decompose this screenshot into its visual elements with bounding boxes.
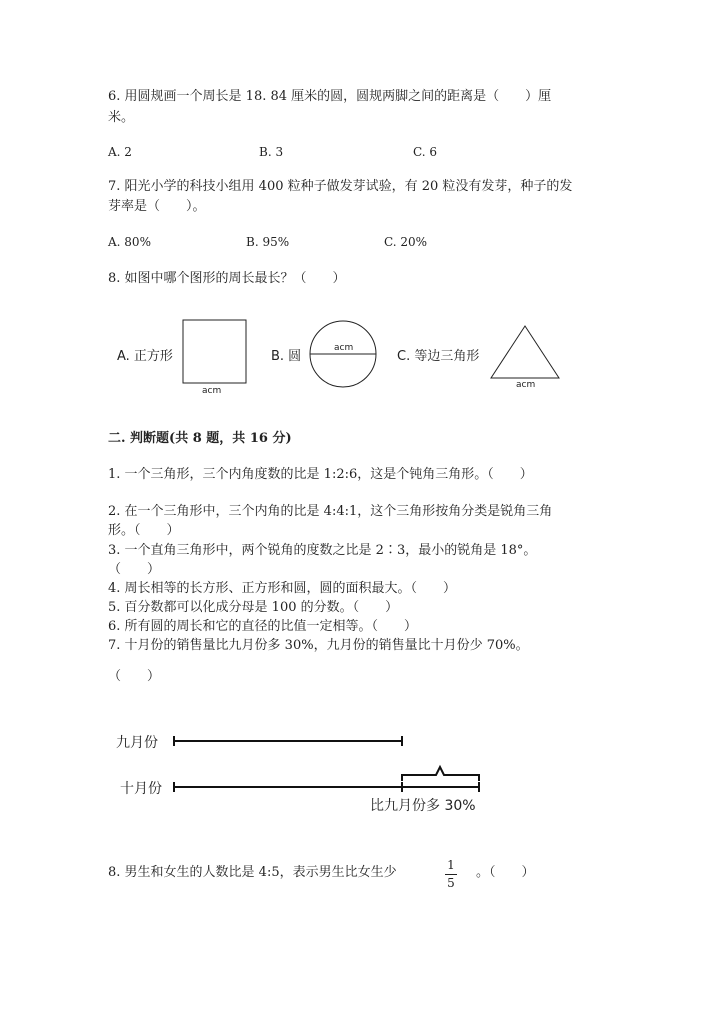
square-side-label: acm (202, 386, 222, 396)
square-label: A. 正方形 (117, 349, 173, 364)
fraction-denominator: 5 (447, 876, 455, 890)
triangle-shape (491, 326, 559, 378)
circle-diameter-label: acm (334, 343, 354, 353)
judge-q8-paren: 。（ ） (476, 865, 535, 880)
q6-option-a: A. 2 (108, 145, 132, 159)
q7-line2: 芽率是（ ）。 (108, 199, 206, 214)
square-shape (183, 320, 246, 383)
judge-q5: 5. 百分数都可以化成分母是 100 的分数。（ ） (108, 600, 399, 615)
judge-q7-line2: （ ） (108, 669, 161, 684)
q7-option-b: B. 95% (246, 235, 290, 249)
triangle-label: C. 等边三角形 (397, 349, 480, 364)
extra-note: 比九月份多 30% (370, 798, 476, 814)
extra-brace (402, 767, 479, 781)
q6-option-b: B. 3 (259, 145, 284, 159)
fraction-numerator: 1 (447, 858, 455, 872)
q6-option-c: C. 6 (413, 145, 438, 159)
q7-option-c: C. 20% (384, 235, 428, 249)
judge-q3-line2: （ ） (108, 562, 161, 577)
q7-line1: 7. 阳光小学的科技小组用 400 粒种子做发芽试验，有 20 粒没有发芽，种子的发 (108, 179, 573, 194)
judge-q4: 4. 周长相等的长方形、正方形和圆，圆的面积最大。（ ） (108, 581, 457, 596)
section-heading: 二. 判断题(共 8 题，共 16 分) (108, 431, 292, 446)
judge-q1: 1. 一个三角形，三个内角度数的比是 1:2:6，这是个钝角三角形。（ ） (108, 467, 533, 482)
q6-line1: 6. 用圆规画一个周长是 18. 84 厘米的圆，圆规两脚之间的距离是（ ）厘 (108, 89, 552, 104)
circle-label: B. 圆 (271, 349, 302, 364)
triangle-side-label: acm (516, 380, 536, 390)
judge-q7-line1: 7. 十月份的销售量比九月份多 30%，九月份的销售量比十月份少 70%。 (108, 638, 529, 653)
fraction-bar (445, 874, 457, 875)
judge-q2-line1: 2. 在一个三角形中，三个内角的比是 4:4:1，这个三角形按角分类是锐角三角 (108, 504, 553, 519)
sept-label: 九月份 (116, 735, 158, 751)
q7-option-a: A. 80% (108, 235, 151, 249)
judge-q8-text: 8. 男生和女生的人数比是 4:5，表示男生比女生少 (108, 865, 397, 880)
judge-q2-line2: 形。（ ） (108, 523, 180, 538)
judge-q6: 6. 所有圆的周长和它的直径的比值一定相等。（ ） (108, 619, 418, 634)
judge-q3-line1: 3. 一个直角三角形中，两个锐角的度数之比是 2∶3，最小的锐角是 18°。 (108, 543, 537, 558)
q8-text: 8. 如图中哪个图形的周长最长？（ ） (108, 271, 346, 286)
q6-line2: 米。 (108, 110, 135, 125)
oct-label: 十月份 (120, 781, 162, 797)
